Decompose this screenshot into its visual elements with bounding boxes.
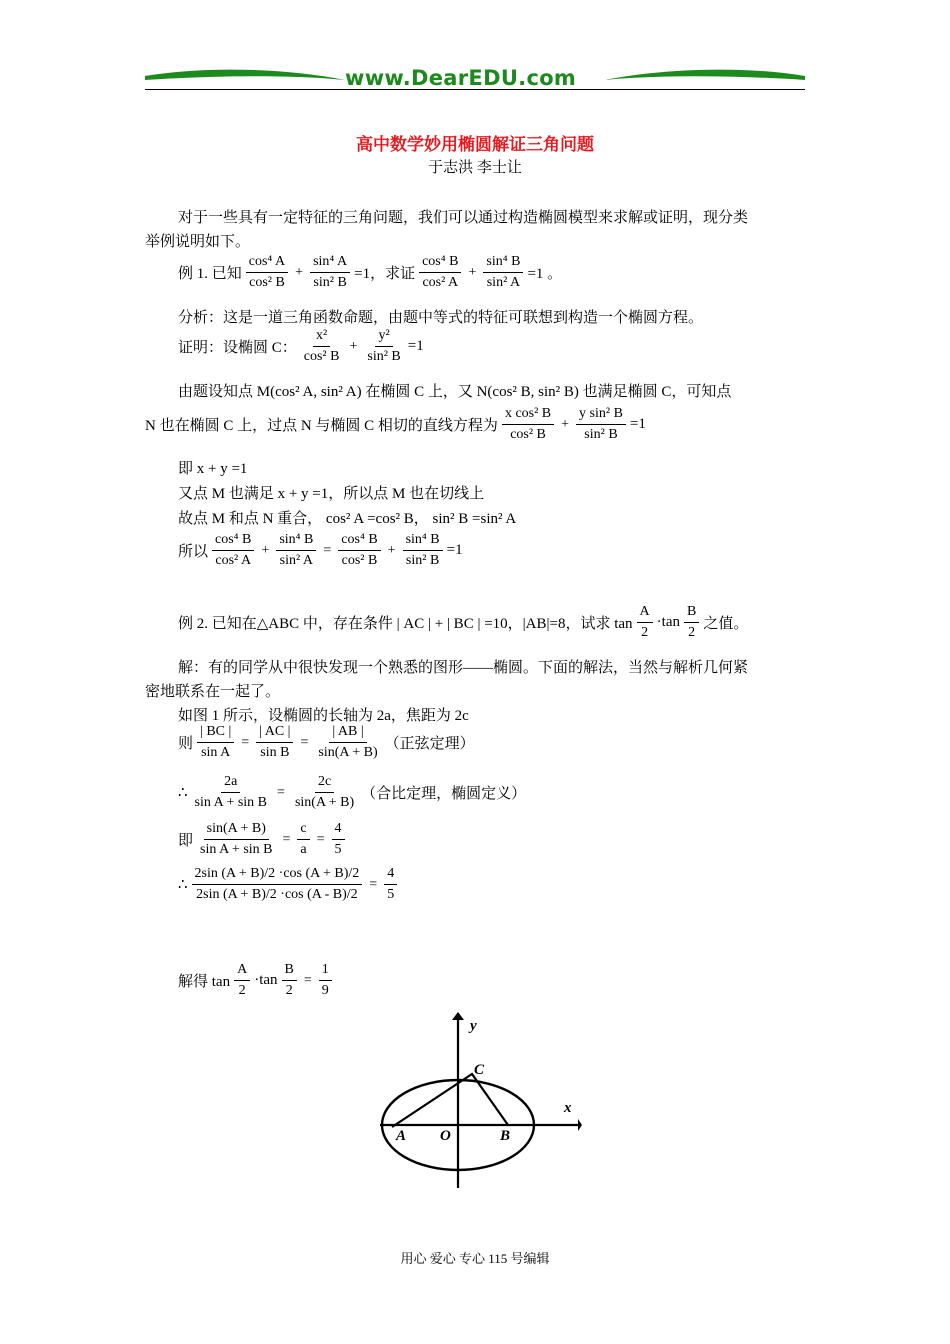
x-axis-arrow-icon — [578, 1119, 582, 1131]
right-leaf-swoosh — [605, 66, 805, 88]
proof-line-3: N 也在椭圆 C 上，过点 N 与椭圆 C 相切的直线方程为 — [145, 418, 498, 434]
proof-line-4: 即 x + y =1 — [178, 461, 248, 477]
fraction: $\frac{\text{cos⁴ B}}{\text{cos² A}}$ — [419, 254, 461, 291]
sine-law: 则 $\frac{| BC |}{\text{sin A}}$ = $\frac{| AC |}{\text{sin B}}$ = $\frac{| AB |}{\sin(A + B)}$ （正弦定理） — [178, 724, 475, 760]
fraction: $\frac{\text{y sin² B}}{\text{sin² B}}$ — [576, 406, 626, 443]
example-1: 例 1. 已知 $\frac{\text{cos⁴ A}}{\text{cos² B}}$ + $\frac{\text{sin⁴ A}}{\text{sin² B}}$ =1，求证 $\frac{\text{cos⁴ B}}{\text{cos² A}}$ + $\frac{\text{sin⁴ B}}{\text{sin² A}}$ =1 。 — [178, 254, 563, 290]
ex2-mid: ·tan — [656, 614, 680, 630]
footer: 用心 爱心 专心 115 号编辑 — [400, 1251, 550, 1266]
fraction: $\frac{B}{2}$ — [282, 962, 297, 999]
analysis: 分析：这是一道三角函数命题，由题中等式的特征可联想到构造一个椭圆方程。 — [178, 310, 704, 326]
y-axis-arrow-icon — [452, 1012, 464, 1020]
example-2 — [178, 604, 748, 641]
authors: 于志洪 李士让 — [428, 160, 522, 176]
ellipse-figure — [370, 1010, 585, 1195]
proof-line-6: 故点 M 和点 N 重合， cos² A =cos² B， sin² B =sin² A — [178, 511, 517, 527]
fraction: $\frac{\text{sin⁴ B}}{\text{sin² B}}$ — [403, 532, 443, 569]
ex1-eq: =1，求证 — [354, 266, 416, 282]
proof-conclusion: 所以 $\frac{\text{cos⁴ B}}{\text{cos² A}}$ + $\frac{\text{sin⁴ B}}{\text{sin² A}}$ = $\frac{\text{cos⁴ B}}{\text{cos² B}}$ + $\frac{\text{sin⁴ B}}{\text{sin² B}}$ =1 — [178, 532, 463, 568]
fraction: $\frac{A}{2}$ — [637, 604, 653, 641]
ratio-step: ∴ $\frac{2a}{\text{sin A + sin B}}$ = $\frac{2c}{\sin(A + B)}$ （合比定理，椭圆定义） — [178, 774, 527, 810]
solution-line-3: 如图 1 所示，设椭圆的长轴为 2a，焦距为 2c — [178, 708, 469, 724]
proof-eq: =1 — [407, 338, 424, 354]
proof-eq4: =1 — [446, 542, 463, 558]
fraction: $\frac{2a}{\text{sin A + sin B}}$ — [194, 774, 268, 810]
fraction: $\frac{B}{2}$ — [684, 604, 699, 641]
note-sine-law: （正弦定理） — [384, 736, 475, 752]
solution-line-1: 解：有的同学从中很快发现一个熟悉的图形——椭圆。下面的解法，当然与解析几何紧 — [178, 660, 749, 676]
fraction: $\frac{c}{a}$ — [297, 821, 309, 858]
proof-ellipse: 证明：设椭圆 C： $\frac{\text{x²}}{\text{cos² B}}$ + $\frac{\text{y²}}{\text{sin² B}}$ =1 — [178, 328, 424, 364]
point-C-label: C — [474, 1062, 485, 1078]
compound-fraction: ∴ $\frac{2\sin (A + B)/2 \cdot\cos (A + B)/2}{2\sin (A + B)/2 \cdot\cos (A - B)/2}$ = $\frac{4}{5}$ — [178, 866, 399, 903]
point-B-label: B — [500, 1128, 511, 1144]
note-ratio: （合比定理，椭圆定义） — [361, 786, 527, 802]
ex1-eq2: =1 。 — [527, 266, 563, 282]
left-leaf-swoosh — [145, 66, 345, 88]
solution-line-2: 密地联系在一起了。 — [145, 684, 281, 700]
triangle-sides — [392, 1074, 508, 1127]
ex1-label: 例 1. 已知 — [178, 266, 242, 282]
therefore-symbol: ∴ — [178, 877, 188, 893]
ie-label: 即 — [178, 833, 194, 849]
final-answer: 解得 tan $\frac{A}{2}$ ·tan $\frac{B}{2}$ = $\frac{1}{9}$ — [178, 962, 334, 999]
fraction: $\frac{A}{2}$ — [234, 962, 250, 999]
x-axis-label: x — [564, 1100, 572, 1116]
intro-line-2: 举例说明如下。 — [145, 234, 251, 250]
fraction: $\frac{\text{y²}}{\text{sin² B}}$ — [367, 328, 401, 364]
point-A-label: A — [396, 1128, 407, 1144]
proof-line-2: 由题设知点 M(cos² A, sin² A) 在椭圆 C 上，又 N(cos² B, sin² B) 也满足椭圆 C，可知点 — [178, 384, 732, 400]
fraction: $\frac{\text{cos⁴ A}}{\text{cos² B}}$ — [246, 254, 288, 291]
ex2-tail: 之值。 — [703, 616, 749, 632]
proof-tangent: N 也在椭圆 C 上，过点 N 与椭圆 C 相切的直线方程为 $\frac{\text{x cos² B}}{\text{cos² B}}$ + $\frac{\text{y sin² B}}{\text{sin² B}}$ =1 — [145, 406, 646, 442]
y-axis-label: y — [470, 1018, 477, 1034]
fraction: $\frac{2\sin (A + B)/2 \cdot\cos (A + B)/2}{2\sin (A + B)/2 \cdot\cos (A - B)/2}$ — [192, 866, 363, 903]
ex2-label: 例 2. 已知在△ABC 中，存在条件 | AC | + | BC | =10，|AB|=8，试求 tan — [178, 616, 633, 632]
article-title: 高中数学妙用椭圆解证三角问题 — [356, 135, 594, 154]
ratio-result: 即 $\frac{\sin(A + B)}{\text{sin A + sin B}}$ = $\frac{c}{a}$ = $\frac{4}{5}$ — [178, 821, 347, 858]
fraction: $\frac{\text{sin⁴ A}}{\text{sin² B}}$ — [310, 254, 350, 291]
fraction: $\frac{\text{cos⁴ B}}{\text{cos² A}}$ — [212, 532, 254, 569]
fraction: $\frac{| AB |}{\sin(A + B)}$ — [318, 724, 378, 760]
fraction: $\frac{| BC |}{\text{sin A}}$ — [197, 724, 234, 761]
fraction: $\frac{| AC |}{\text{sin B}}$ — [256, 724, 293, 761]
tan-mid: ·tan — [254, 972, 278, 988]
solve-label: 解得 tan — [178, 974, 231, 990]
fraction: $\frac{\sin(A + B)}{\text{sin A + sin B}}$ — [200, 821, 273, 857]
therefore-symbol: ∴ — [178, 785, 188, 801]
proof-line-5: 又点 M 也满足 x + y =1，所以点 M 也在切线上 — [178, 486, 485, 502]
fraction: $\frac{\text{x²}}{\text{cos² B}}$ — [303, 328, 340, 364]
brand-logo: www.DearEDU.com — [345, 66, 577, 90]
proof-eq3: =1 — [629, 416, 646, 432]
then-label: 则 — [178, 736, 194, 752]
proof-label: 证明：设椭圆 C： — [178, 340, 297, 356]
fraction: $\frac{\text{sin⁴ B}}{\text{sin² A}}$ — [276, 532, 316, 569]
fraction: $\frac{4}{5}$ — [384, 866, 397, 903]
fraction: $\frac{1}{9}$ — [319, 962, 332, 999]
fraction: $\frac{\text{sin⁴ B}}{\text{sin² A}}$ — [483, 254, 523, 291]
fraction: $\frac{\text{x cos² B}}{\text{cos² B}}$ — [502, 406, 554, 443]
fraction: $\frac{4}{5}$ — [332, 821, 345, 858]
so-label: 所以 — [178, 544, 209, 560]
fraction: $\frac{2c}{\sin(A + B)}$ — [294, 774, 355, 810]
origin-label: O — [440, 1128, 451, 1144]
fraction: $\frac{\text{cos⁴ B}}{\text{cos² B}}$ — [338, 532, 380, 569]
intro-line-1: 对于一些具有一定特征的三角问题，我们可以通过构造椭圆模型来求解或证明，现分类 — [178, 210, 749, 226]
